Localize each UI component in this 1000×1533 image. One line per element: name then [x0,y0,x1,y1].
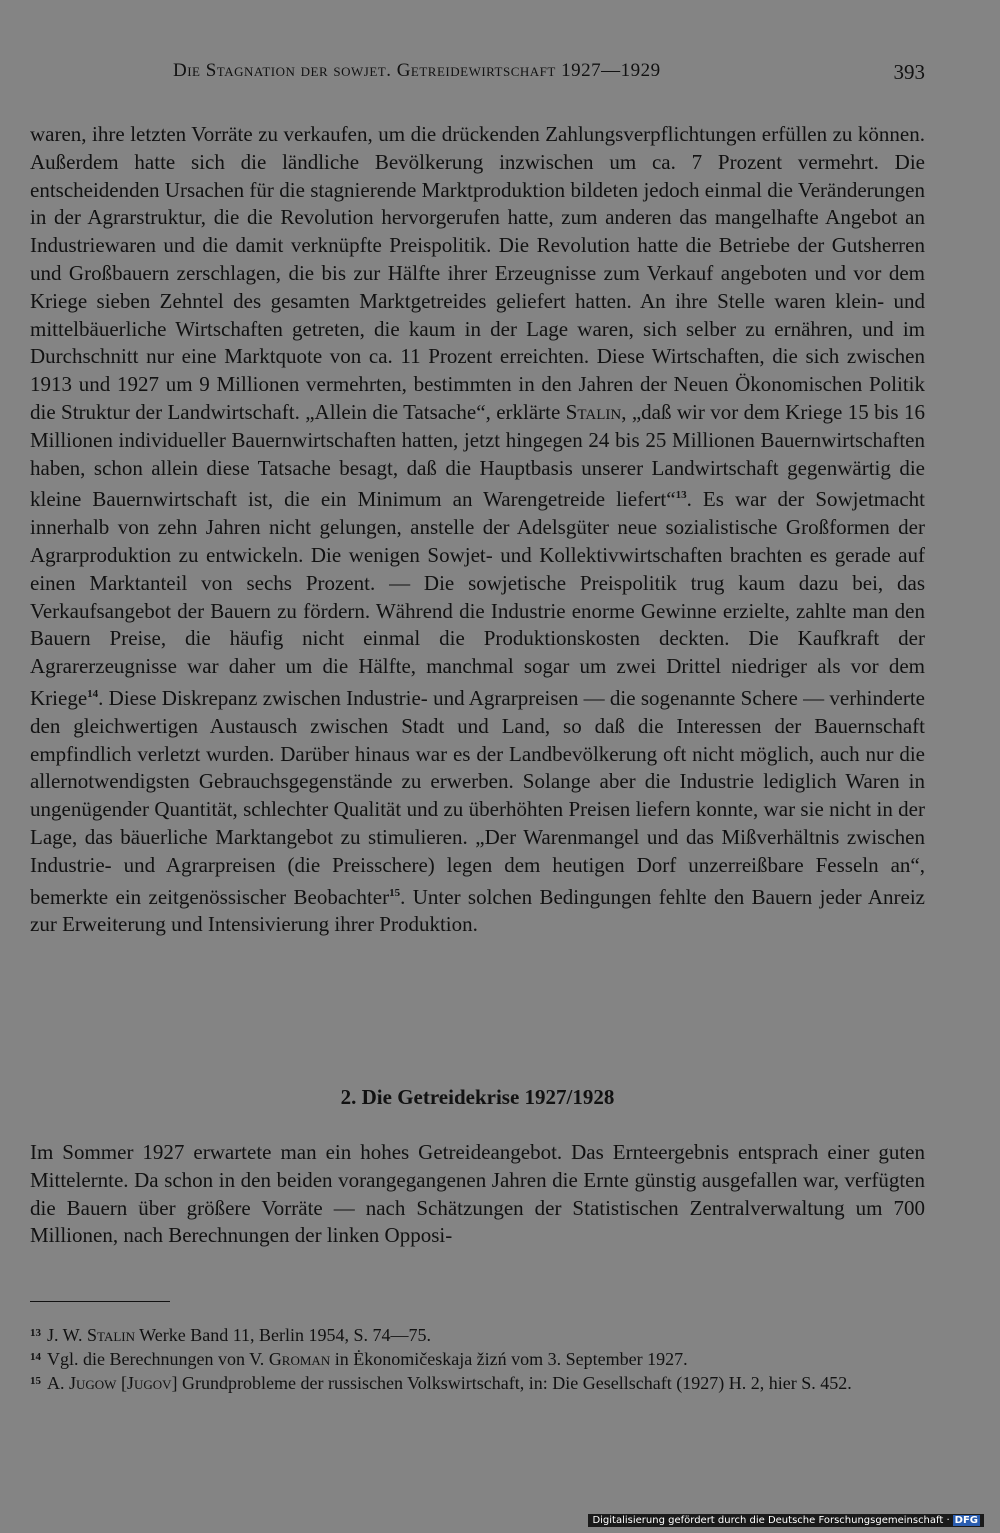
footnote-number: 15 [30,1375,41,1387]
running-head [30,60,925,90]
page-number: 393 [893,60,925,84]
footnote-number: 13 [30,1327,41,1339]
text-segment: . Unter solchen Bedingungen fehlte den Bauern jeder Anreiz zur Erweiterung und Intensivierung ihrer Produktion. [30,884,925,937]
running-title: Die Stagnation der sowjet. Getreidewirtschaft 1927—1929 [173,60,661,81]
credit-text: Digitalisierung gefördert durch die Deutsche Forschungsgemeinschaft [592,1515,944,1526]
text-segment: . Diese Diskrepanz zwischen Industrie- und Agrarpreisen — die sogenannte Schere — verhinderte den gleichwertigen Austausch zwischen Stadt und Land, so daß die Interessen der Bauernschaft empfindlich verletzt wurden. Darüber hinaus war es der Landbevölkerung oft nicht möglich, auch nur die allernotwendigsten Gebrauchsgegenstände zu erwerben. Solange aber die Industrie lediglich Waren in ungenügender Quantität, schlechter Qualität und zu überhöhten Preisen liefern konnte, war sie nicht in der Lage, das bäuerliche Marktangebot zu stimulieren. „Der Warenmangel und das Mißverhältnis zwischen Industrie- und Agrarpreisen (die Preisschere) legen dem heutigen Dorf unzerreißbare Fesseln an“, bemerkte ein zeitgenössischer Beobachter [30,685,925,909]
footnote-author: Jugow [Jugov] [69,1373,178,1393]
text-segment: waren, ihre letzten Vorräte zu verkaufen, um die drückenden Zahlungsverpflichtungen erfüllen zu können. Außerdem hatte sich die ländliche Bevölkerung inzwischen um ca. 7 Prozent vermehrt. Die entscheidenden Ursachen für die stagnierende Marktproduktion bildeten jedoch einmal die Veränderungen in der Agrarstruktur, die die Revolution hervorgerufen hatte, zum anderen das mangelhafte Angebot an Industriewaren und die damit verknüpfte Preispolitik. Die Revolution hatte die Betriebe der Gutsherren und Großbauern zerschlagen, die bis zur Hälfte ihrer Erzeugnisse zum Verkauf angeboten und vor dem Kriege sieben Zehntel des gesamten Marktgetreides geliefert hatten. An ihre Stelle waren klein- und mittelbäuerliche Wirtschaften getreten, die kaum in der Lage waren, sich selber zu ernähren, und im Durchschnitt nur eine Marktquote von ca. 11 Prozent erreichten. Diese Wirtschaften, die sich zwischen 1913 und 1927 um 9 Millionen vermehrten, bestimmten in den Jahren der Neuen Ökonomischen Politik die Struktur der Landwirtschaft. „Allein die Tatsache“, erklärte [30,122,925,424]
footnote-ref-15[interactable]: 15 [389,886,401,899]
section-heading: 2. Die Getreidekrise 1927/1928 [340,1085,615,1109]
footnote-text: Vgl. die Berechnungen von V. [47,1349,269,1369]
dfg-logo: DFG [954,1515,978,1526]
body-paragraph [30,121,925,939]
footnote-ref-13[interactable]: 13 [675,489,687,502]
footnote-author: Groman [268,1349,331,1369]
footnote-15 [30,1370,925,1394]
digitization-credit: Digitalisierung gefördert durch die Deutsche Forschungsgemeinschaft · DFG [588,1514,984,1527]
footnote-text: A. [47,1373,69,1393]
text-segment: , „daß wir vor dem Kriege 15 bis 16 Millionen individueller Bauernwirtschaften hatten, jetzt hingegen 24 bis 25 Millionen Bauernwirtschaften haben, schon allein diese Tatsache besagt, daß die Hauptbasis unserer Landwirtschaft gegenwärtig die kleine Bauernwirtschaft ist, die ein Minimum an Warengetreide liefert“ [30,399,925,512]
text-segment: . Es war der Sowjetmacht innerhalb von zehn Jahren nicht gelungen, anstelle der Adelsgüter neue sozialistische Großformen der Agrarproduktion zu entwickeln. Die wenigen Sowjet- und Kollektivwirtschaften brachten es gerade auf einen Marktanteil von sechs Prozent. — Die sowjetische Preispolitik trug kaum dazu bei, das Verkaufsangebot der Bauern zu fördern. Während die Industrie enorme Gewinne erzielte, zahlte man den Bauern Preise, die häufig nicht einmal die Produktionskosten deckten. Die Kaufkraft der Agrarerzeugnisse war daher um die Hälfte, manchmal sogar um zwei Drittel niedriger als vor dem Kriege [30,487,925,710]
footnote-text: Grundprobleme der russischen Volkswirtschaft, in: Die Gesellschaft (1927) H. 2, hier S. 452. [177,1373,852,1393]
body-paragraph-2: Im Sommer 1927 erwartete man ein hohes Getreideangebot. Das Ernteergebnis entsprach einer guten Mittelernte. Da schon in den beiden vorangegangenen Jahren die Ernte günstig ausgefallen war, verfügten die Bauern über größere Vorräte — nach Schätzungen der Statistischen Zentralverwaltung um 700 Millionen, nach Berechnungen der linken Opposi- [30,1140,925,1248]
footnote-author: Stalin [87,1325,135,1345]
footnote-13 [30,1322,925,1346]
footnotes [30,1322,925,1394]
footnote-divider [30,1301,170,1302]
footnote-ref-14[interactable]: 14 [87,687,99,700]
author-name: Stalin [565,399,622,424]
footnote-text: in Ėkonomičeskaja žizń vom 3. September 1927. [330,1349,688,1369]
footnote-text: J. W. [47,1325,88,1345]
footnote-14 [30,1346,925,1370]
footnote-text: Werke Band 11, Berlin 1954, S. 74—75. [135,1325,432,1345]
footnote-number: 14 [30,1351,41,1363]
